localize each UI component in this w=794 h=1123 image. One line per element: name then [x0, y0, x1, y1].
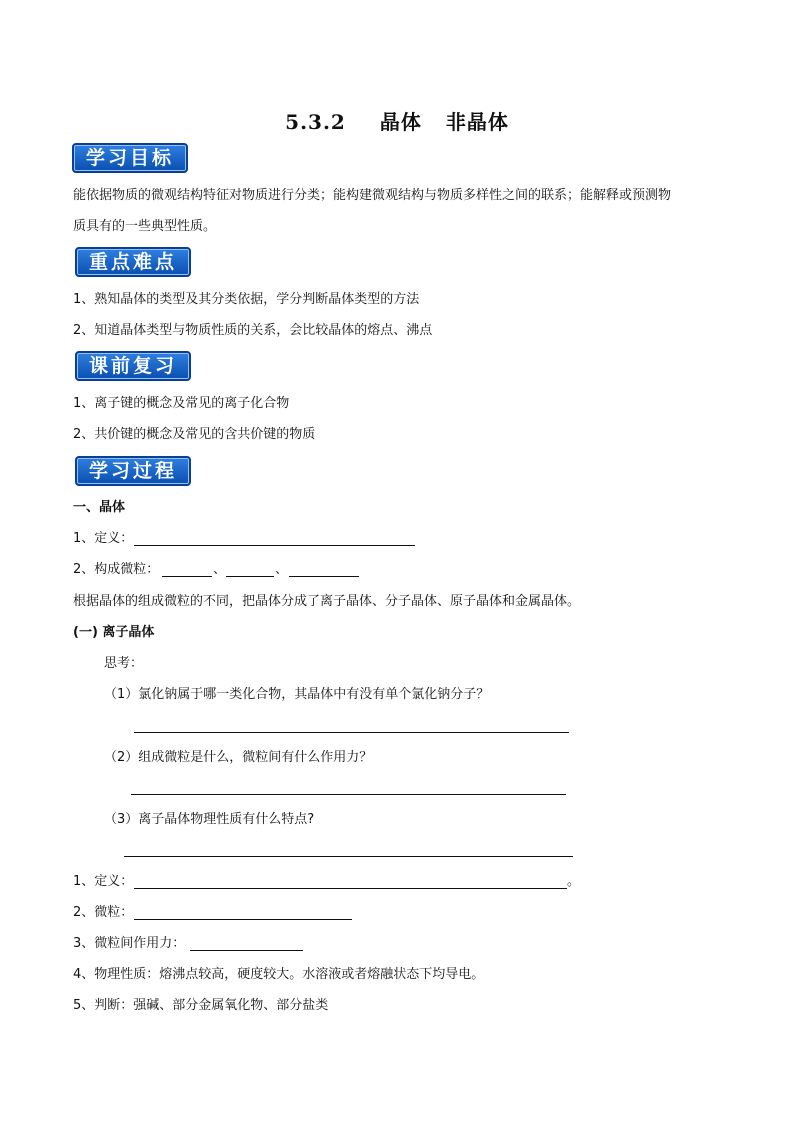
title-part1: 晶体: [379, 110, 422, 134]
review-item: 2、共价键的概念及常见的含共价键的物质: [73, 427, 316, 442]
crystal-definition-blank[interactable]: [134, 545, 415, 546]
ionic-particles-blank[interactable]: [134, 919, 352, 920]
ionic-properties: 4、物理性质：熔沸点较高，硬度较大。水溶液或者熔融状态下均导电。: [73, 967, 485, 982]
section-badge-review: 课前复习: [75, 351, 191, 381]
ionic-particles-label: 2、微粒：: [73, 905, 134, 920]
section-badge-key-points: 重点难点: [75, 247, 191, 277]
crystal-definition-label: 1、定义：: [73, 531, 134, 546]
objectives-line-1: 能依据物质的微观结构特征对物质进行分类；能构建微观结构与物质多样性之间的联系；能解释或预测物: [73, 188, 672, 203]
ionic-force-blank[interactable]: [190, 950, 303, 951]
review-item: 1、离子键的概念及常见的离子化合物: [73, 396, 290, 411]
crystal-particle-blank-1[interactable]: [162, 576, 212, 577]
objectives-line-2: 质具有的一些典型性质。: [73, 219, 217, 234]
ionic-definition-blank[interactable]: [134, 888, 567, 889]
answer-blank-3[interactable]: [124, 856, 573, 857]
question-3: （3）离子晶体物理性质有什么特点?: [104, 812, 315, 827]
crystal-particles-label: 2、构成微粒：: [73, 562, 160, 577]
ionic-judgement: 5、判断：强碱、部分金属氧化物、部分盐类: [73, 998, 329, 1013]
section-badge-process: 学习过程: [75, 456, 191, 486]
answer-blank-1[interactable]: [134, 732, 569, 733]
crystal-heading: 一、晶体: [73, 500, 126, 515]
question-2: （2）组成微粒是什么，微粒间有什么作用力？: [104, 750, 373, 765]
ionic-heading: (一) 离子晶体: [73, 625, 155, 640]
think-label: 思考：: [104, 656, 144, 671]
separator: 、: [275, 562, 289, 577]
question-1: （1）氯化钠属于哪一类化合物，其晶体中有没有单个氯化钠分子？: [104, 687, 490, 702]
ionic-force-label: 3、微粒间作用力：: [73, 936, 186, 951]
key-point-item: 1、熟知晶体的类型及其分类依据，学分判断晶体类型的方法: [73, 292, 420, 307]
title-code: 5.3.2: [285, 110, 346, 134]
title-part2: 非晶体: [445, 110, 509, 134]
crystal-particle-blank-2[interactable]: [226, 576, 274, 577]
period: 。: [567, 874, 581, 889]
crystal-summary: 根据晶体的组成微粒的不同，把晶体分成了离子晶体、分子晶体、原子晶体和金属晶体。: [73, 594, 581, 609]
answer-blank-2[interactable]: [131, 794, 566, 795]
ionic-definition-label: 1、定义：: [73, 874, 134, 889]
key-point-item: 2、知道晶体类型与物质性质的关系，会比较晶体的熔点、沸点: [73, 323, 433, 338]
separator: 、: [213, 562, 227, 577]
section-badge-objectives: 学习目标: [72, 143, 188, 173]
crystal-particle-blank-3[interactable]: [289, 576, 359, 577]
page-title: [0, 106, 794, 135]
